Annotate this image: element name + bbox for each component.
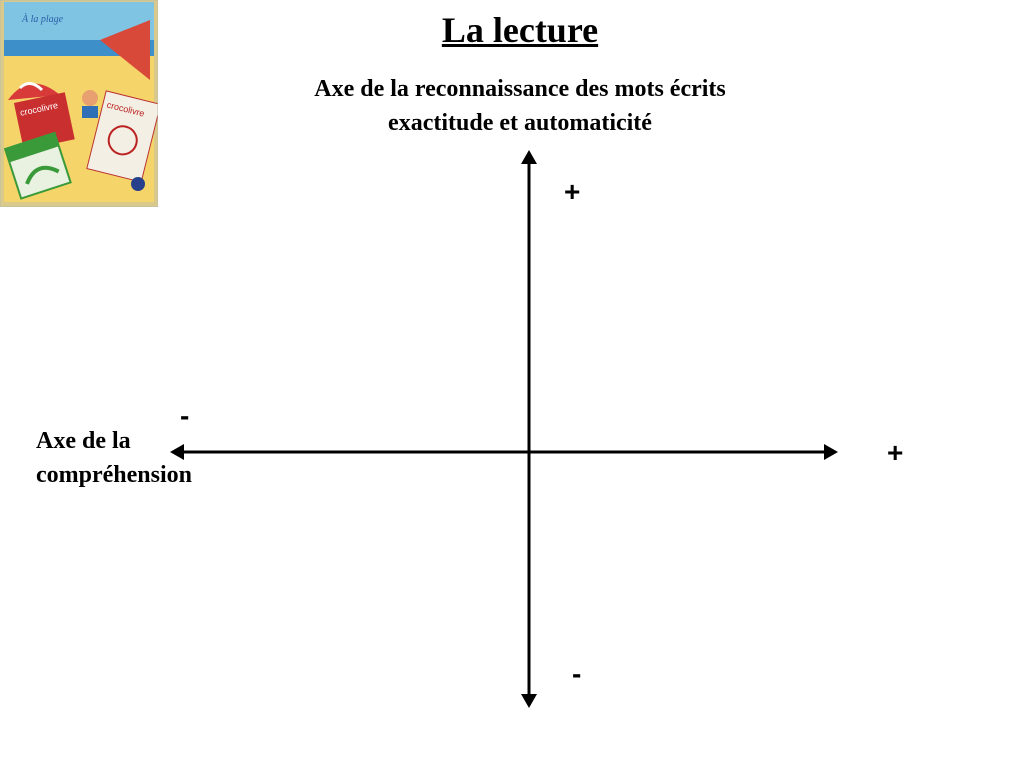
vertical-axis-label-line2: exactitude et automaticité: [388, 110, 652, 136]
horizontal-axis-label-line2: compréhension: [36, 462, 192, 488]
horizontal-axis-arrow-right: [824, 444, 838, 460]
page-title: La lecture: [441, 10, 599, 50]
vertical-axis-label-line1: Axe de la reconnaissance des mots écrits: [314, 76, 726, 102]
vertical-axis-plus-sign: +: [564, 176, 581, 207]
vertical-axis-minus-sign: -: [572, 658, 582, 689]
horizontal-axis-label-line1: Axe de la: [36, 428, 131, 454]
poster-text: À la plage: [22, 14, 64, 25]
book-text-white: crocolivre: [105, 99, 146, 119]
book-text-red: crocolivre: [19, 100, 59, 118]
horizontal-axis-label: [36, 424, 192, 492]
vertical-axis-arrow-top: [521, 150, 537, 164]
horizontal-axis-plus-sign: +: [887, 437, 904, 468]
vertical-axis-arrow-bottom: [521, 694, 537, 708]
horizontal-axis-minus-sign: -: [180, 400, 190, 431]
